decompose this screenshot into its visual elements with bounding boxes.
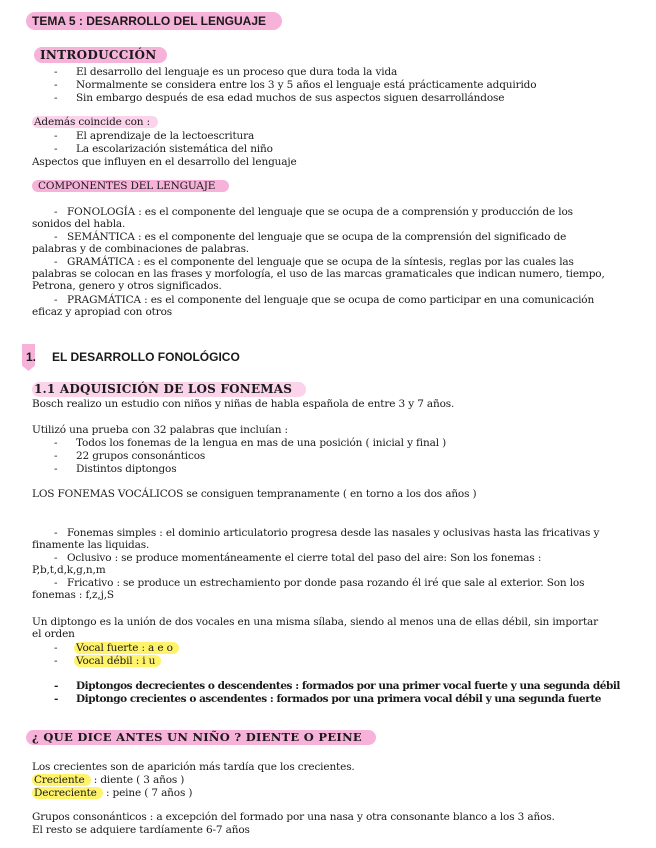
dash: - xyxy=(54,256,67,268)
dash: - xyxy=(54,450,58,462)
dash: - xyxy=(54,680,59,692)
semantica-text: SEMÁNTICA : es el componente del lenguaje que se ocupa de la comprensión del significado de palabras y de combinaciones de palabras. xyxy=(32,231,567,255)
fricativo-text: Fricativo : se produce un estrechamiento por donde pasa rozando él iré que sale al exterior. Son los fonemas : f,z,j,S xyxy=(32,577,585,601)
list-item: 22 grupos consonánticos xyxy=(76,450,206,462)
diptongo-text: Un diptongo es la unión de dos vocales en una misma sílaba, siendo al menos una de ellas débil, sin importar el orden xyxy=(32,616,599,640)
dash: - xyxy=(54,642,58,654)
simples-text: Fonemas simples : el dominio articulatorio progresa desde las nasales y oclusivas hasta las fricativas y finamente las liquidas. xyxy=(32,527,600,551)
decreciente-line xyxy=(32,787,192,799)
gramatica-text: GRAMÁTICA : es el componente del lenguaje que se ocupa de la síntesis, reglas por las cuales las palabras se colocan en las frases y morfología, el uso de las marcas gramaticales que indican numero, tiempo, Petrona, genero y otros significados. xyxy=(32,256,605,292)
ademas-label: Además coincide con : xyxy=(32,116,158,128)
fonemas-heading: 1.1 ADQUISICIÓN DE LOS FONEMAS xyxy=(32,382,306,397)
aspectos-text: Aspectos que influyen en el desarrollo del lenguaje xyxy=(32,156,297,168)
creciente-label: Creciente xyxy=(32,774,91,786)
fonologia-paragraph xyxy=(32,206,608,230)
dash: - xyxy=(54,437,58,449)
question-p1: Los crecientes son de aparición más tardía que los crecientes. xyxy=(32,761,355,773)
pragmatica-paragraph xyxy=(32,294,608,318)
section-number: 1. xyxy=(26,350,37,364)
dash: - xyxy=(54,577,67,589)
creciente-line xyxy=(32,774,184,786)
dash: - xyxy=(54,527,67,539)
dash: - xyxy=(54,463,58,475)
question-heading: ¿ QUE DICE ANTES UN NIÑO ? DIENTE O PEINE xyxy=(26,730,376,745)
oclusivo-paragraph xyxy=(32,552,608,576)
dash: - xyxy=(54,130,58,142)
question-p3: El resto se adquiere tardíamente 6-7 años xyxy=(32,824,250,836)
dash: - xyxy=(54,206,67,218)
list-item: El aprendizaje de la lectoescritura xyxy=(76,130,255,142)
section-heading: EL DESARROLLO FONOLÓGICO xyxy=(52,350,240,364)
pragmatica-text: PRAGMÁTICA : es el componente del lenguaje que se ocupa de como participar en una comunicación eficaz y apropiad con otros xyxy=(32,294,595,318)
list-item: La escolarización sistemática del niño xyxy=(76,143,273,155)
oclusivo-text: Oclusivo : se produce momentáneamente el cierre total del paso del aire: Son los fonemas : P,b,t,d,k,g,n,m xyxy=(32,552,542,576)
list-item: Sin embargo después de esa edad muchos de sus aspectos siguen desarrollándose xyxy=(76,92,505,104)
dash: - xyxy=(54,92,58,104)
simples-paragraph xyxy=(32,527,608,551)
gramatica-paragraph xyxy=(32,256,608,292)
question-p2: Grupos consonánticos : a excepción del formado por una nasa y otra consonante blanco a los 3 años. xyxy=(32,811,555,823)
decrecientes-text: Diptongos decrecientes o descendentes : formados por una primer vocal fuerte y una segunda débil xyxy=(76,680,620,692)
dash: - xyxy=(54,143,58,155)
crecientes-text: Diptongo crecientes o ascendentes : formados por una primera vocal débil y una segunda fuerte xyxy=(76,693,601,705)
creciente-rest: : diente ( 3 años ) xyxy=(90,774,185,786)
page-title: TEMA 5 : DESARROLLO DEL LENGUAJE xyxy=(26,12,282,30)
vocal-debil: Vocal débil : i u xyxy=(74,655,161,667)
semantica-paragraph xyxy=(32,231,608,255)
dash: - xyxy=(54,294,67,306)
bosch-text: Bosch realizo un estudio con niños y niñas de habla española de entre 3 y 7 años. xyxy=(32,398,455,410)
fricativo-paragraph xyxy=(32,577,608,601)
componentes-heading: COMPONENTES DEL LENGUAJE xyxy=(32,180,229,192)
dash: - xyxy=(54,231,67,243)
decreciente-label: Decreciente xyxy=(32,787,103,799)
dash: - xyxy=(54,655,58,667)
dash: - xyxy=(54,79,58,91)
list-item: Normalmente se considera entre los 3 y 5 años el lenguaje está prácticamente adquirido xyxy=(76,79,537,91)
intro-heading: INTRODUCCIÓN xyxy=(34,47,167,63)
dash: - xyxy=(54,66,58,78)
dash: - xyxy=(54,552,67,564)
list-item: Distintos diptongos xyxy=(76,463,177,475)
dash: - xyxy=(54,693,59,705)
prueba-text: Utilizó una prueba con 32 palabras que incluían : xyxy=(32,424,288,436)
list-item: El desarrollo del lenguaje es un proceso que dura toda la vida xyxy=(76,66,398,78)
vocal-fuerte: Vocal fuerte : a e o xyxy=(74,642,179,654)
vocalicos-text: LOS FONEMAS VOCÁLICOS se consiguen tempranamente ( en torno a los dos años ) xyxy=(32,488,477,500)
fonologia-text: FONOLOGÍA : es el componente del lenguaje que se ocupa de a comprensión y producción de los sonidos del habla. xyxy=(32,206,573,230)
decreciente-rest: : peine ( 7 años ) xyxy=(102,787,193,799)
list-item: Todos los fonemas de la lengua en mas de una posición ( inicial y final ) xyxy=(76,437,447,449)
